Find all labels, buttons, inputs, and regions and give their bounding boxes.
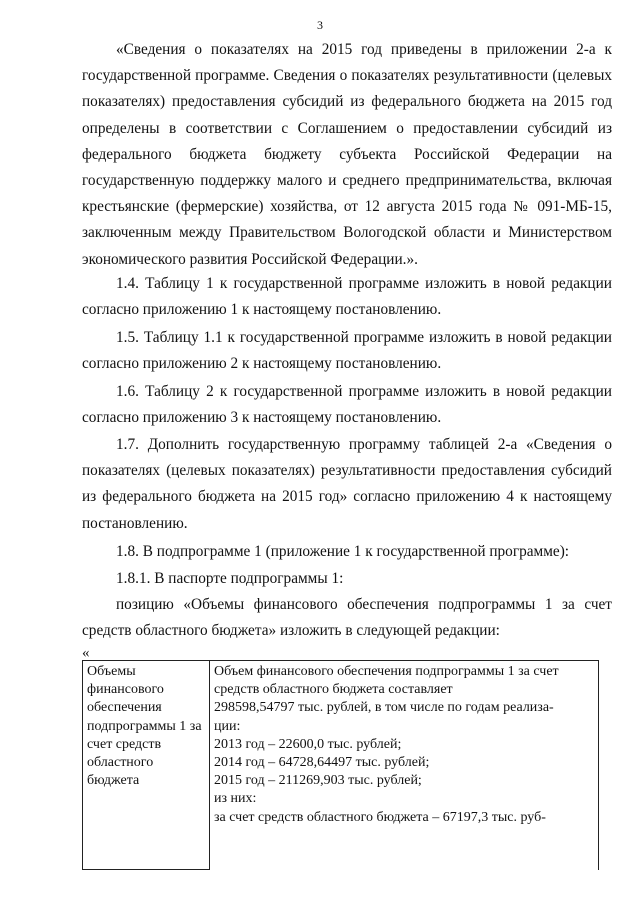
table-content-line: Объем финансового обеспечения подпрограммы 1 за счет [214,664,559,679]
table-content-line: средств областного бюджета составляет [214,682,453,698]
paragraph-1-6: 1.6. Таблицу 2 к государственной программе изложить в новой редакции согласно приложению 3 к настоящему постановлению. [82,383,612,427]
budget-table [82,660,599,870]
paragraph-position: позицию «Объемы финансового обеспечения подпрограммы 1 за счет средств областного бюджета» изложить в следующей редакции: [82,596,612,640]
table-content-line: из них: [214,791,257,807]
paragraph-1-8: 1.8. В подпрограмме 1 (приложение 1 к государственной программе): [116,543,570,560]
table-content-line: 2015 год – 211269,903 тыс. рублей; [214,773,422,789]
table-content-cell [210,661,599,870]
table-content-line: ции: [214,718,241,734]
page-number: 3 [317,18,323,32]
paragraph-1-8-1: 1.8.1. В паспорте подпрограммы 1: [116,570,344,587]
paragraph-1-7: 1.7. Дополнить государственную программу таблицей 2-а «Сведения о показателях (целевых показателях) результативности предоставления субсидий из федерального бюджета на 2015 год» согласно приложению 4 к настоящему постановлению. [82,436,612,532]
table-content-line: 2013 год – 22600,0 тыс. рублей; [214,736,402,752]
table-label-cell: Объемы финансового обеспечения подпрограммы 1 за счет средств областного бюджета [83,661,210,870]
opening-quote-mark: « [82,645,90,661]
table-content-line: за счет средств областного бюджета – 67197,3 тыс. руб- [214,809,546,825]
table-content-line: 298598,54797 тыс. рублей, в том числе по годам реализа- [214,700,554,716]
table-row [83,661,599,870]
paragraph-1-5: 1.5. Таблицу 1.1 к государственной программе изложить в новой редакции согласно приложению 2 к настоящему постановлению. [82,329,612,373]
quoted-paragraph: «Сведения о показателях на 2015 год приведены в приложении 2-а к государственной программе. Сведения о показателях результативности (целевых показателях) предоставления субсидий из федерального бюджета на 2015 год определены в соответствии с Соглашением о предоставлении субсидий из федерального бюджета бюджету субъекта Российской Федерации на государственную поддержку малого и среднего предпринимательства, включая крестьянские (фермерские) хозяйства, от 12 августа 2015 года № 091-МБ-15, заключенным между Правительством Вологодской области и Министерством экономического развития Российской Федерации.». [82,41,612,268]
table-content-line: 2014 год – 64728,64497 тыс. рублей; [214,755,430,771]
paragraph-1-4: 1.4. Таблицу 1 к государственной программе изложить в новой редакции согласно приложению 1 к настоящему постановлению. [82,275,612,319]
